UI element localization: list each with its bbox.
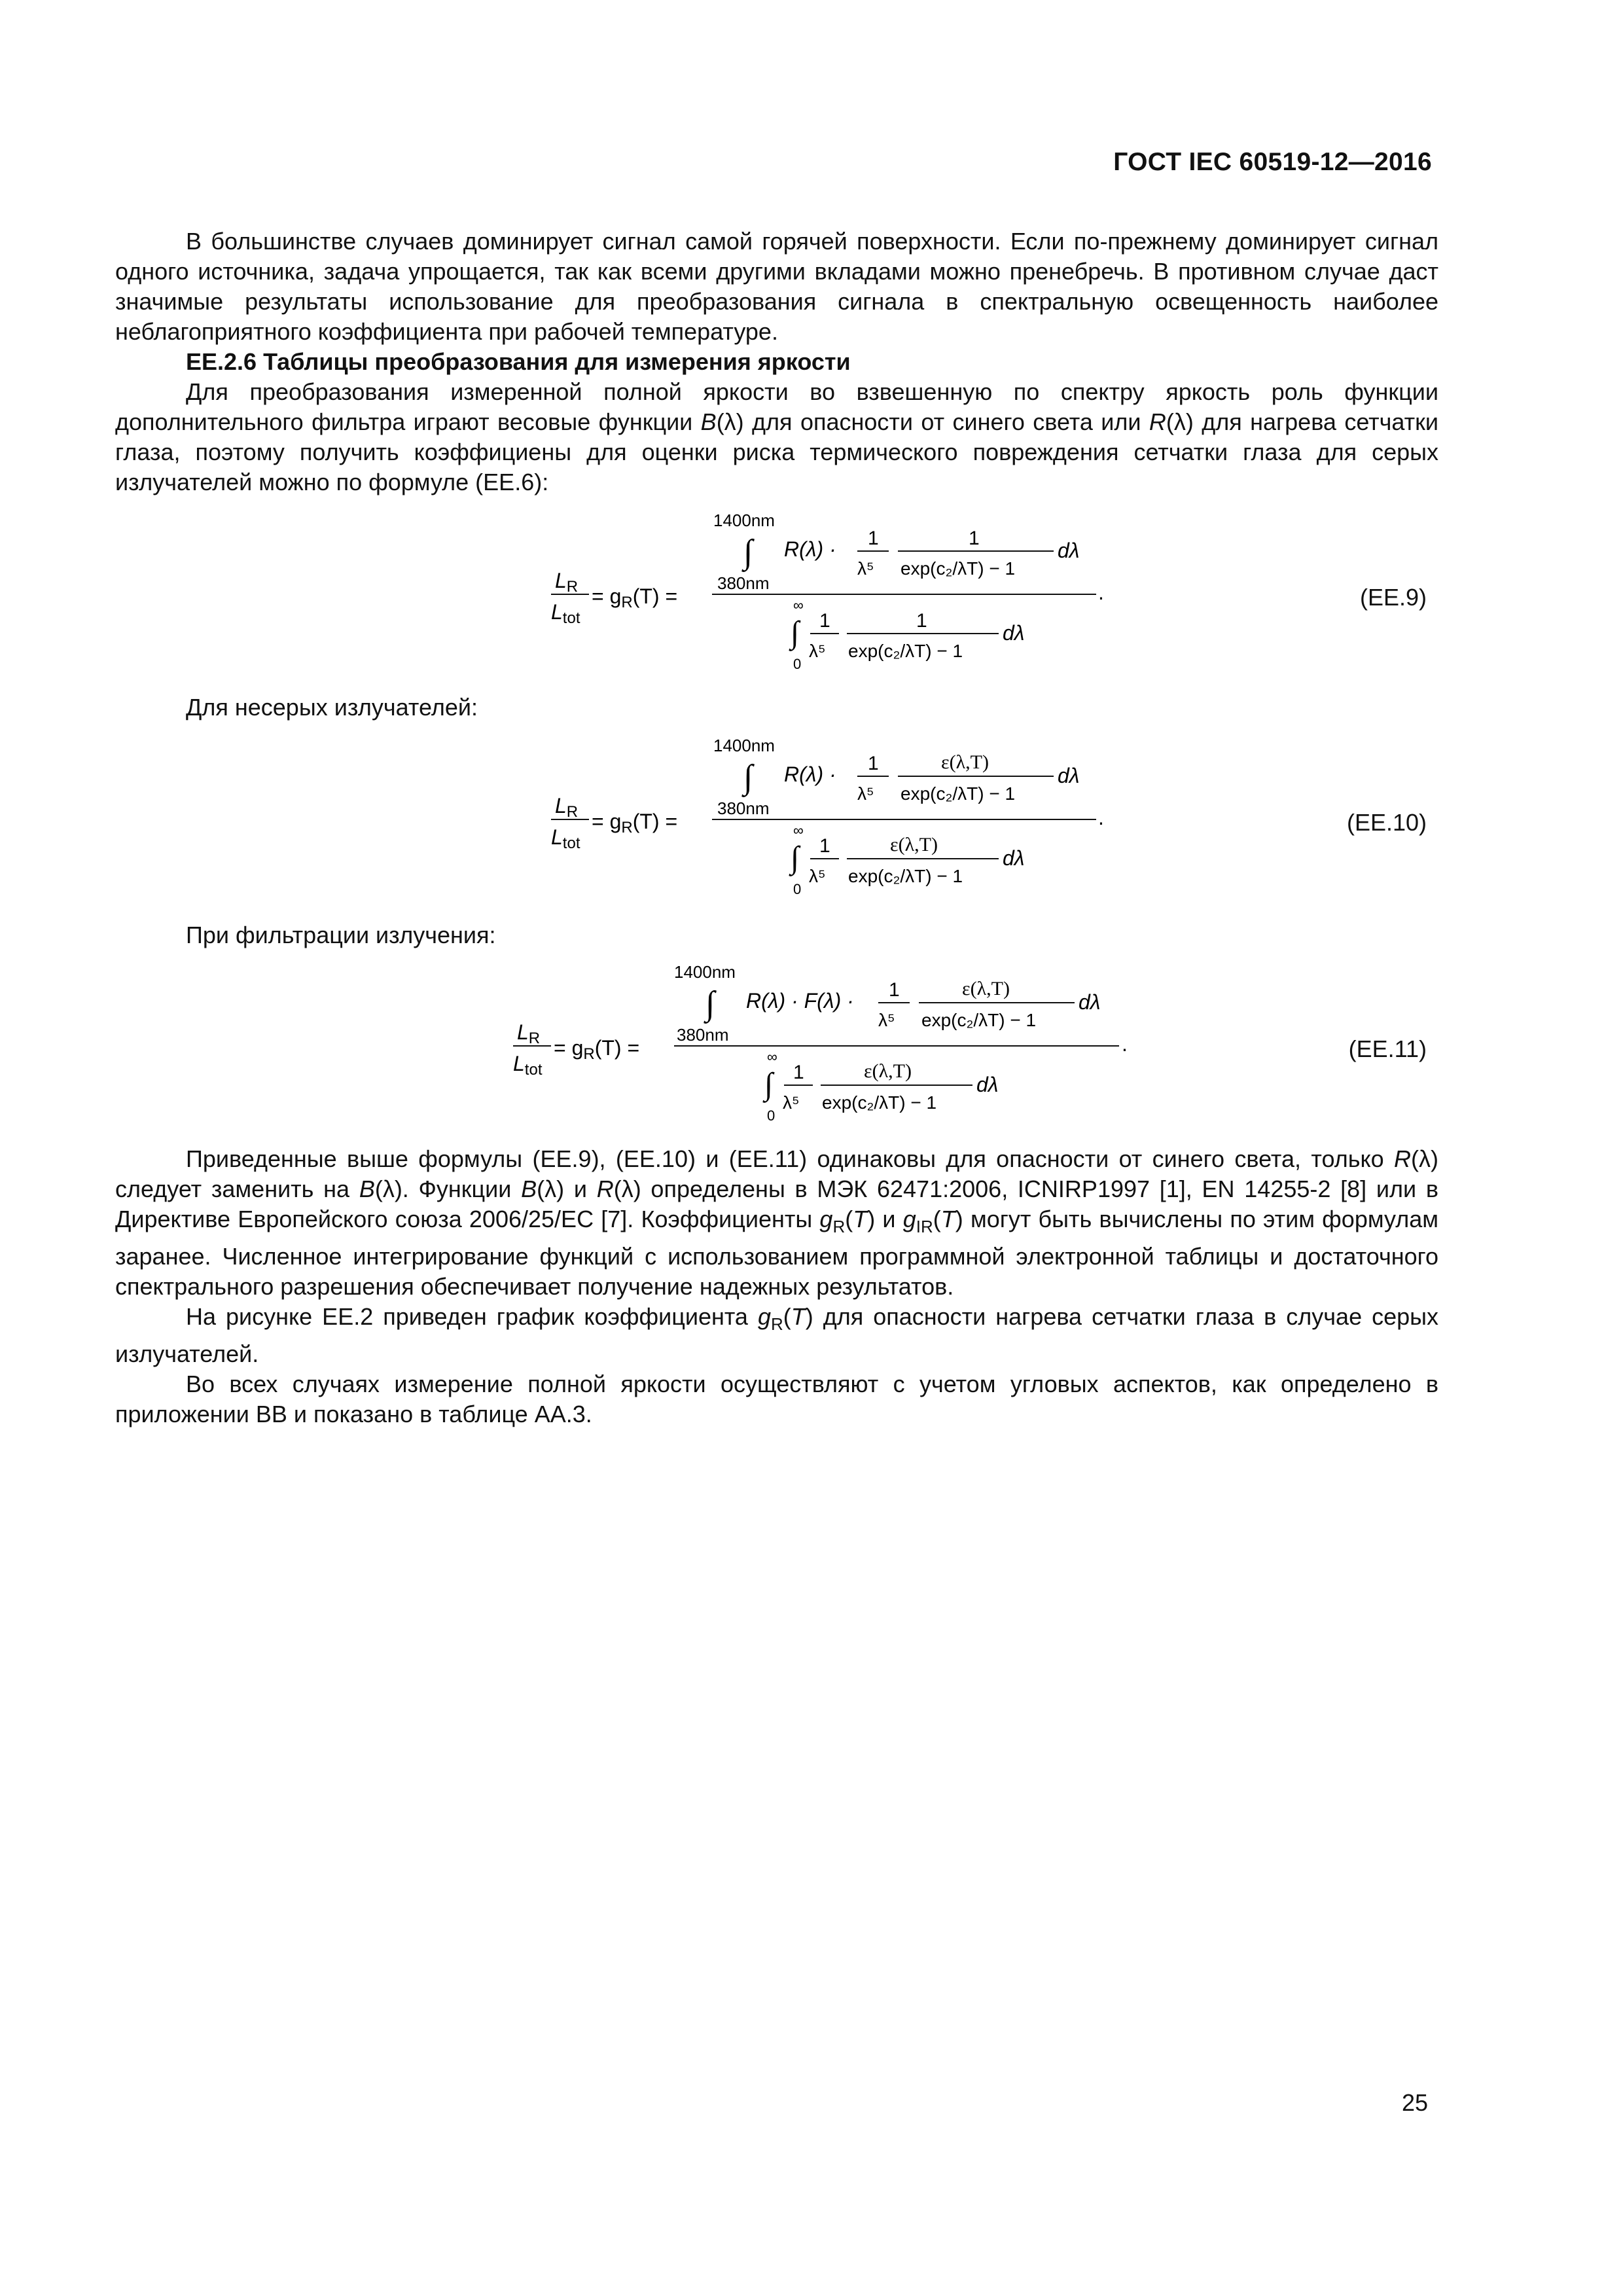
lhs-denominator: Ltot (551, 600, 580, 627)
equation-number-ee9: (EE.9) (1359, 584, 1427, 611)
label-filter: При фильтрации излучения: (186, 922, 496, 948)
label-nongray: Для несерых излучателей: (186, 694, 478, 721)
paragraph-hottest-surface: В большинстве случаев доминирует сигнал самой горячей поверхности. Если по-прежнему доминирует сигнал одного источника, задача упрощается, так как всеми другими вкладами можно пренебречь. В противном случае даст значимые результаты использование для преобразования сигнала в спектральную освещенность наиболее неблагоприятного коэффициента при рабочей температуре. (115, 228, 1438, 345)
d-lambda: dλ (1058, 764, 1080, 787)
infinity: ∞ (793, 597, 804, 613)
lower-limit: 380nm (677, 1025, 729, 1045)
formula-ee10 (537, 736, 1126, 912)
lambda5: λ⁵ (809, 866, 826, 886)
exp-denominator: exp(c₂/λT) − 1 (901, 783, 1016, 804)
one: 1 (889, 979, 900, 1001)
integral-sign: ∫ (743, 533, 753, 571)
infinity: ∞ (793, 822, 804, 838)
lambda5: λ⁵ (857, 558, 874, 579)
closing-block (115, 1144, 1438, 1429)
epsilon: ε(λ,T) (941, 751, 989, 773)
epsilon: ε(λ,T) (962, 978, 1010, 999)
exp-denominator: exp(c₂/λT) − 1 (921, 1010, 1037, 1030)
zero: 0 (767, 1107, 776, 1124)
intro-block (115, 226, 1438, 497)
r-lambda: R(λ) · (784, 762, 836, 786)
lhs-numerator: LR (517, 1020, 541, 1047)
d-lambda: dλ (1079, 990, 1101, 1014)
d-lambda: dλ (976, 1073, 999, 1096)
one: 1 (969, 528, 980, 549)
upper-limit: 1400nm (713, 511, 775, 530)
equation-number-ee11: (EE.11) (1348, 1035, 1427, 1062)
integral-sign: ∫ (743, 759, 753, 796)
period: . (1098, 806, 1104, 829)
period: . (1098, 581, 1104, 604)
upper-limit: 1400nm (674, 962, 736, 982)
zero: 0 (793, 656, 802, 672)
exp-denominator: exp(c₂/λT) − 1 (901, 558, 1016, 579)
exp-denominator: exp(c₂/λT) − 1 (822, 1092, 937, 1113)
zero: 0 (793, 881, 802, 897)
paragraph-figure-ref: На рисунке EE.2 приведен график коэффициента $g_R(T)$ для опасности нагрева сетчатки глаза в случае серых излучателей. (115, 1303, 1439, 1368)
lhs-denominator: Ltot (513, 1052, 543, 1079)
nongray-label-block (115, 692, 1438, 723)
one: 1 (793, 1062, 804, 1083)
infinity: ∞ (767, 1049, 777, 1065)
equation-number-ee10: (EE.10) (1346, 809, 1427, 836)
one: 1 (819, 835, 830, 857)
formula-ee11 (499, 962, 1153, 1139)
equals-gr: = gR(T) = (592, 810, 678, 836)
integral-sign: ∫ (764, 1067, 774, 1102)
lambda5: λ⁵ (878, 1010, 895, 1030)
one: 1 (916, 610, 927, 632)
integral-sign: ∫ (791, 615, 800, 650)
lhs-denominator: Ltot (551, 825, 580, 852)
one: 1 (819, 610, 830, 632)
equals-gr: = gR(T) = (592, 584, 678, 611)
equals-gr: = gR(T) = (554, 1036, 640, 1063)
r-f-lambda: R(λ) · F(λ) · (746, 989, 854, 1013)
page-number: 25 (1401, 2089, 1428, 2116)
lhs-numerator: LR (555, 569, 579, 596)
filter-label-block (115, 920, 1438, 950)
document-code-header: ГОСТ IEC 60519-12—2016 (1113, 148, 1432, 176)
lambda5: λ⁵ (857, 783, 874, 804)
d-lambda: dλ (1003, 846, 1025, 870)
section-subheading: EE.2.6 Таблицы преобразования для измерения яркости (186, 348, 851, 375)
r-lambda: R(λ) · (784, 537, 836, 561)
d-lambda: dλ (1003, 621, 1025, 645)
paragraph-formulas-note: Приведенные выше формулы (EE.9), (EE.10) и (EE.11) одинаковы для опасности от синего света, только R(λ) следует заменить на B(λ). Функции B(λ) и R(λ) определены в МЭК 62471:2006, ICNIRP1997 [1], EN 14255-2 [8] или в Директиве Европейского союза 2006/25/EC [7]. Коэффициенты $g_R(T)$ и $g_{IR}(T)$ могут быть вычислены по этим формулам заранее. Численное интегрирование функций с использованием программной электронной таблицы и достаточного спектрального разрешения обеспечивает получение надежных результатов. (115, 1145, 1438, 1300)
exp-denominator: exp(c₂/λT) − 1 (848, 866, 963, 886)
period: . (1122, 1032, 1128, 1056)
exp-denominator: exp(c₂/λT) − 1 (848, 641, 963, 661)
lower-limit: 380nm (717, 573, 770, 593)
epsilon: ε(λ,T) (864, 1060, 912, 1082)
d-lambda: dλ (1058, 539, 1080, 562)
one: 1 (868, 528, 879, 549)
paragraph-angular-aspects: Во всех случаях измерение полной яркости осуществляют с учетом угловых аспектов, как определено в приложении ВВ и показано в таблице АА.3. (115, 1371, 1438, 1428)
epsilon: ε(λ,T) (890, 834, 938, 855)
lower-limit: 380nm (717, 798, 770, 818)
lhs-numerator: LR (555, 794, 579, 821)
upper-limit: 1400nm (713, 736, 775, 755)
integral-sign: ∫ (791, 840, 800, 875)
one: 1 (868, 753, 879, 774)
integral-sign: ∫ (705, 985, 715, 1022)
lambda5: λ⁵ (809, 641, 826, 661)
lambda5: λ⁵ (783, 1092, 800, 1113)
formula-ee9 (537, 511, 1126, 687)
paragraph-conversion: Для преобразования измеренной полной яркости во взвешенную по спектру яркость роль функции дополнительного фильтра играют весовые функции B(λ) для опасности от синего света или R(λ) для нагрева сетчатки глаза, поэтому получить коэффициены для оценки риска термического повреждения сетчатки глаза для серых излучателей можно по формуле (EE.6): (115, 378, 1438, 495)
